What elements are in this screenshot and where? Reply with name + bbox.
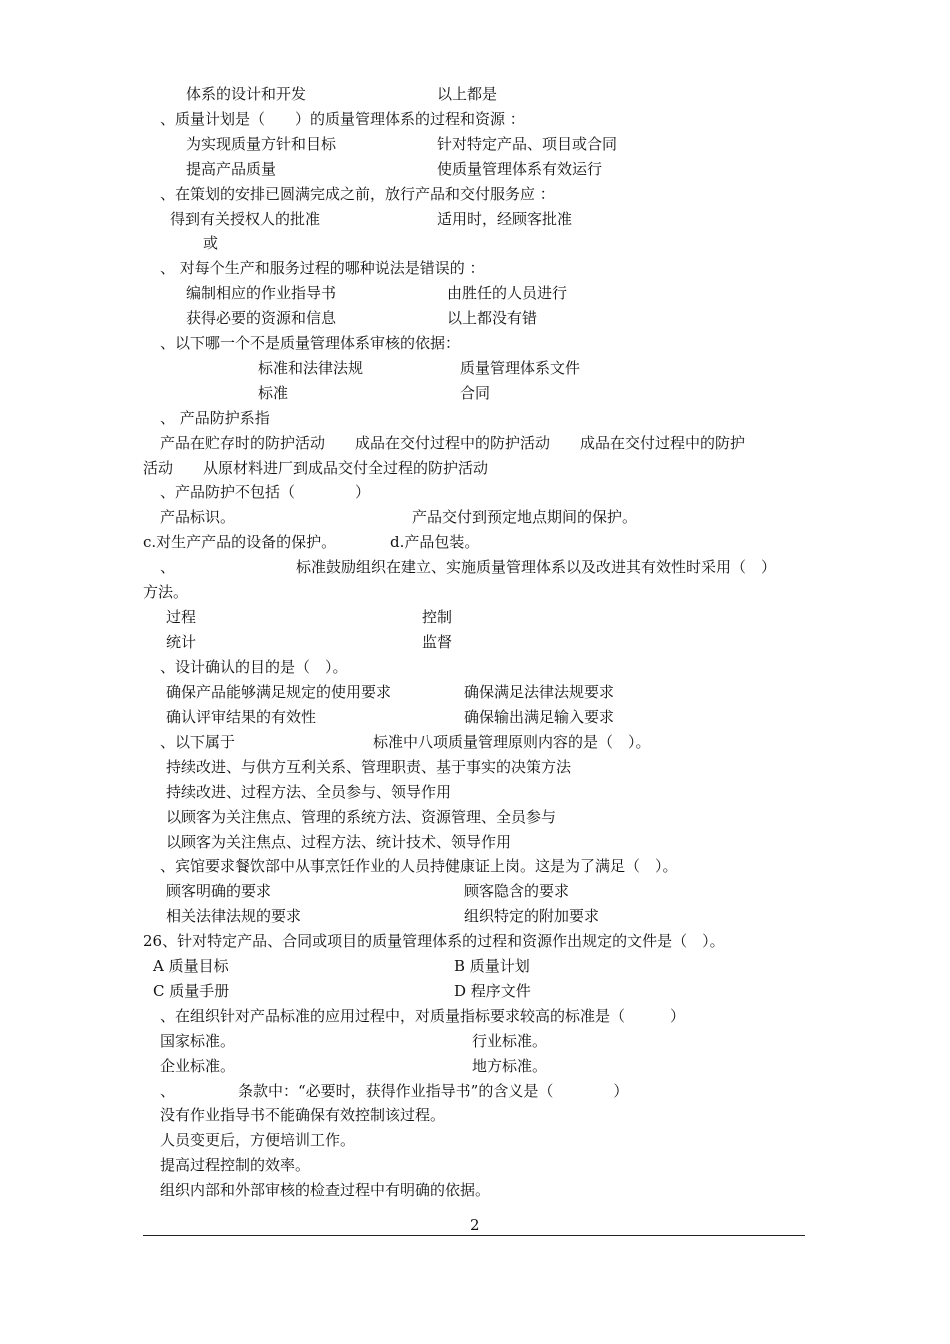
text-line: 确认评审结果的有效性: [166, 708, 317, 726]
text-line: 体系的设计和开发: [186, 85, 307, 103]
text-line: 、质量计划是（ ）的质量管理体系的过程和资源 ：: [160, 110, 525, 128]
text-line: 以上都是: [437, 85, 498, 103]
text-line: 顾客明确的要求: [166, 882, 272, 900]
text-line: 统计: [166, 633, 197, 651]
text-line: 活动 从原材料进厂到成品交付全过程的防护活动: [143, 459, 489, 477]
text-line: 质量管理体系文件: [460, 359, 581, 377]
text-line: 、在组织针对产品标准的应用过程中，对质量指标要求较高的标准是（ ）: [160, 1007, 686, 1025]
text-line: 确保产品能够满足规定的使用要求: [166, 683, 392, 701]
text-line: 标准鼓励组织在建立、实施质量管理体系以及改进其有效性时采用（ ）: [296, 558, 777, 576]
text-line: B 质量计划: [454, 957, 530, 975]
text-line: 、宾馆要求餐饮部中从事烹饪作业的人员持健康证上岗。这是为了满足（ ）。: [160, 857, 678, 875]
text-line: 方法。: [143, 583, 189, 601]
text-line: 控制: [422, 608, 453, 626]
text-line: 提高产品质量: [186, 160, 277, 178]
text-line: 26、针对特定产品、合同或项目的质量管理体系的过程和资源作出规定的文件是（ ）。: [143, 932, 725, 950]
text-line: 国家标准。: [160, 1032, 236, 1050]
text-line: 、产品防护不包括（ ）: [160, 483, 371, 501]
text-line: 以顾客为关注焦点、过程方法、统计技术、领导作用: [166, 833, 512, 851]
text-line: A 质量目标: [153, 957, 229, 975]
text-line: 得到有关授权人的批准: [170, 210, 321, 228]
text-line: 持续改进、与供方互利关系、管理职责、基于事实的决策方法: [166, 758, 572, 776]
text-line: 适用时，经顾客批准: [437, 210, 573, 228]
text-line: 编制相应的作业指导书: [186, 284, 337, 302]
footer-rule: [143, 1235, 805, 1236]
text-line: 以顾客为关注焦点、管理的系统方法、资源管理、全员参与: [166, 808, 557, 826]
text-line: 产品标识。: [160, 508, 236, 526]
text-line: 、以下属于: [160, 733, 236, 751]
text-line: 持续改进、过程方法、全员参与、领导作用: [166, 783, 452, 801]
text-line: 合同: [460, 384, 491, 402]
text-line: 产品交付到预定地点期间的保护。: [412, 508, 638, 526]
text-line: 以上都没有错: [447, 309, 538, 327]
text-line: 针对特定产品、项目或合同: [437, 135, 618, 153]
text-line: 组织特定的附加要求: [464, 907, 600, 925]
text-line: c.对生产产品的设备的保护。: [143, 533, 337, 551]
text-line: 过程: [166, 608, 197, 626]
text-line: 或: [203, 234, 219, 252]
text-line: 条款中：“必要时，获得作业指导书”的含义是（ ）: [238, 1082, 629, 1100]
text-line: 、 产品防护系指: [160, 409, 270, 427]
text-line: 获得必要的资源和信息: [186, 309, 337, 327]
text-line: 提高过程控制的效率。: [160, 1156, 311, 1174]
text-line: 由胜任的人员进行: [447, 284, 568, 302]
text-line: C 质量手册: [153, 982, 230, 1000]
text-line: 相关法律法规的要求: [166, 907, 302, 925]
page-number: 2: [470, 1216, 480, 1234]
text-line: 、在策划的安排已圆满完成之前，放行产品和交付服务应 ：: [160, 185, 555, 203]
text-line: 没有作业指导书不能确保有效控制该过程。: [160, 1106, 446, 1124]
text-line: D 程序文件: [454, 982, 531, 1000]
text-line: 为实现质量方针和目标: [186, 135, 337, 153]
text-line: 、: [160, 558, 176, 576]
text-line: 企业标准。: [160, 1057, 236, 1075]
text-line: 人员变更后，方便培训工作。: [160, 1131, 356, 1149]
text-line: 监督: [422, 633, 453, 651]
text-line: 顾客隐含的要求: [464, 882, 570, 900]
text-line: 、 对每个生产和服务过程的哪种说法是错误的 ：: [160, 259, 485, 277]
text-line: 使质量管理体系有效运行: [437, 160, 603, 178]
text-line: 、以下哪一个不是质量管理体系审核的依据：: [160, 334, 461, 352]
text-line: 产品在贮存时的防护活动 成品在交付过程中的防护活动 成品在交付过程中的防护: [160, 434, 746, 452]
text-line: 组织内部和外部审核的检查过程中有明确的依据。: [160, 1181, 491, 1199]
text-line: 、设计确认的目的是（ ）。: [160, 658, 348, 676]
text-line: 确保满足法律法规要求: [464, 683, 615, 701]
text-line: 地方标准。: [472, 1057, 548, 1075]
text-line: 标准中八项质量管理原则内容的是（ ）。: [373, 733, 651, 751]
text-line: 标准和法律法规: [258, 359, 364, 377]
text-line: 行业标准。: [472, 1032, 548, 1050]
text-line: 确保输出满足输入要求: [464, 708, 615, 726]
text-line: 标准: [258, 384, 289, 402]
text-line: d.产品包装。: [390, 533, 480, 551]
text-line: 、: [160, 1082, 176, 1100]
